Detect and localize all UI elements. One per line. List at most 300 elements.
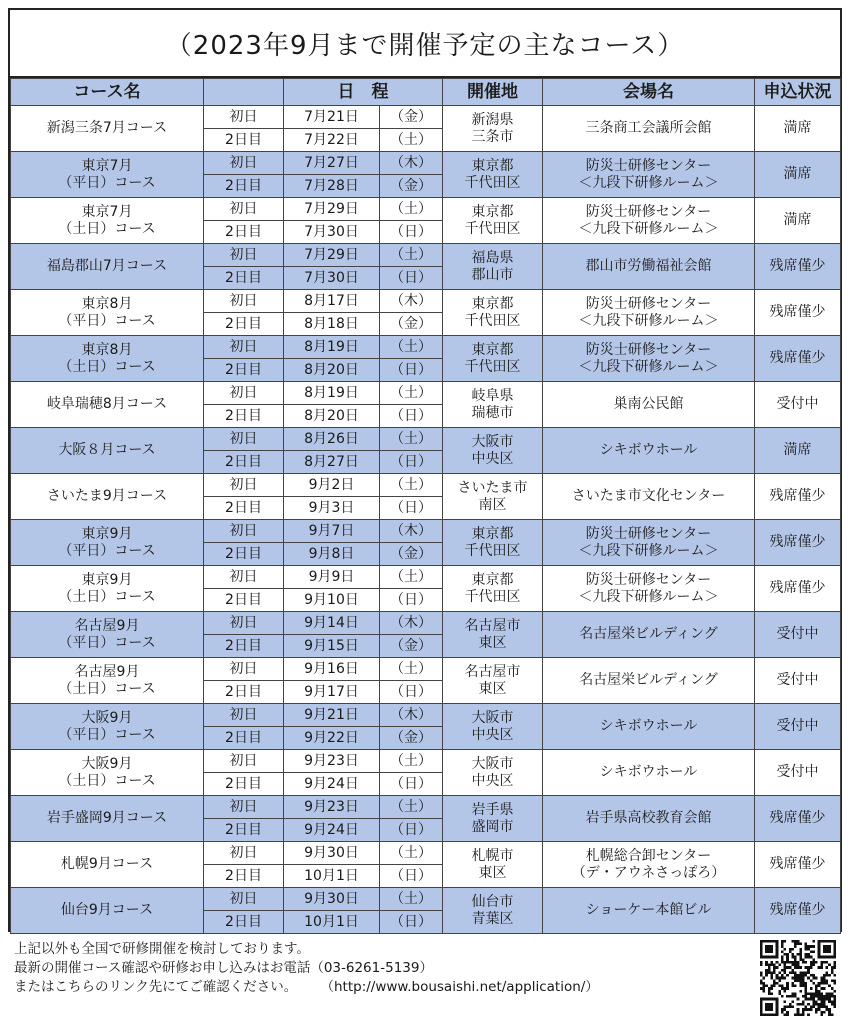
location-line: 新潟県	[471, 111, 514, 128]
course-name-line: （土日）コース	[58, 680, 156, 697]
location-line: 瑞穂市	[471, 404, 514, 421]
date: 10月1日	[284, 865, 380, 888]
weekday: （日）	[380, 589, 443, 612]
venue	[543, 520, 755, 566]
day-label: 2日目	[204, 635, 284, 658]
location-line: 東区	[478, 634, 507, 651]
weekday: （木）	[380, 520, 443, 543]
location-line: 郡山市	[471, 266, 514, 283]
day-label: 初日	[204, 612, 284, 635]
weekday: （土）	[380, 336, 443, 359]
table-row	[11, 520, 841, 543]
date: 8月27日	[284, 451, 380, 474]
date: 9月9日	[284, 566, 380, 589]
day-label: 2日目	[204, 681, 284, 704]
venue	[543, 796, 755, 842]
status-badge: 受付中	[755, 612, 841, 658]
course-name	[11, 612, 204, 658]
location-line: 盛岡市	[471, 818, 514, 835]
footer-line-1: 上記以外も全国で研修開催を検討しております。	[14, 941, 310, 957]
weekday: （日）	[380, 221, 443, 244]
location	[443, 750, 543, 796]
course-name-line: さいたま9月コース	[46, 488, 168, 504]
course-name-line: 東京8月	[81, 341, 133, 358]
location-line: 岐阜県	[471, 387, 514, 404]
header-status: 申込状況	[755, 79, 841, 106]
course-name-line: 大阪８月コース	[58, 442, 156, 458]
date: 7月21日	[284, 106, 380, 129]
header-location: 開催地	[443, 79, 543, 106]
qr-code-icon[interactable]	[760, 940, 836, 1016]
day-label: 2日目	[204, 405, 284, 428]
weekday: （日）	[380, 681, 443, 704]
date: 9月10日	[284, 589, 380, 612]
location-line: 東京都	[471, 203, 514, 220]
course-name	[11, 244, 204, 290]
table-row	[11, 106, 841, 129]
location-line: 千代田区	[464, 312, 521, 329]
weekday: （日）	[380, 819, 443, 842]
venue-line: ショーケー本館ビル	[585, 902, 712, 918]
status-badge: 残席僅少	[755, 244, 841, 290]
date: 9月16日	[284, 658, 380, 681]
day-label: 2日目	[204, 129, 284, 152]
weekday: （木）	[380, 612, 443, 635]
day-label: 2日目	[204, 497, 284, 520]
course-name	[11, 152, 204, 198]
date: 7月30日	[284, 221, 380, 244]
date: 7月22日	[284, 129, 380, 152]
day-label: 2日目	[204, 175, 284, 198]
course-name-line: （平日）コース	[58, 312, 156, 329]
day-label: 2日目	[204, 359, 284, 382]
location-line: 千代田区	[464, 588, 521, 605]
header-day-label	[204, 79, 284, 106]
location-line: 仙台市	[471, 893, 514, 910]
location-line: 千代田区	[464, 174, 521, 191]
date: 8月19日	[284, 336, 380, 359]
venue	[543, 290, 755, 336]
status-badge: 受付中	[755, 750, 841, 796]
course-name-line: 東京8月	[81, 295, 133, 312]
venue	[543, 428, 755, 474]
weekday: （金）	[380, 543, 443, 566]
course-name-line: 岐阜瑞穂8月コース	[46, 396, 168, 412]
course-name	[11, 796, 204, 842]
weekday: （土）	[380, 888, 443, 911]
location	[443, 290, 543, 336]
date: 10月1日	[284, 911, 380, 934]
day-label: 2日目	[204, 451, 284, 474]
course-name-line: （平日）コース	[58, 174, 156, 191]
footer-line-3-text: またはこちらのリンク先にてご確認ください。	[14, 979, 298, 995]
day-label: 初日	[204, 152, 284, 175]
venue-line: ＜九段下研修ルーム＞	[578, 358, 719, 375]
location-line: 東京都	[471, 341, 514, 358]
location-line: 三条市	[471, 128, 514, 145]
date: 7月29日	[284, 244, 380, 267]
day-label: 初日	[204, 244, 284, 267]
venue-line: 防災士研修センター	[585, 295, 712, 312]
day-label: 2日目	[204, 543, 284, 566]
table-row	[11, 152, 841, 175]
day-label: 2日目	[204, 221, 284, 244]
weekday: （木）	[380, 152, 443, 175]
day-label: 初日	[204, 198, 284, 221]
weekday: （土）	[380, 428, 443, 451]
day-label: 2日目	[204, 267, 284, 290]
venue-line: ＜九段下研修ルーム＞	[578, 588, 719, 605]
day-label: 初日	[204, 888, 284, 911]
course-name-line: 大阪9月	[81, 755, 133, 772]
course-name	[11, 428, 204, 474]
date: 8月19日	[284, 382, 380, 405]
course-name-line: 福島郡山7月コース	[46, 258, 168, 274]
venue-line: ＜九段下研修ルーム＞	[578, 174, 719, 191]
date: 9月24日	[284, 773, 380, 796]
course-name-line: （土日）コース	[58, 220, 156, 237]
day-label: 2日目	[204, 773, 284, 796]
location	[443, 796, 543, 842]
day-label: 初日	[204, 428, 284, 451]
date: 9月15日	[284, 635, 380, 658]
weekday: （金）	[380, 635, 443, 658]
weekday: （土）	[380, 198, 443, 221]
weekday: （土）	[380, 474, 443, 497]
location-line: 東京都	[471, 571, 514, 588]
venue-line: 名古屋栄ビルディング	[579, 672, 718, 688]
course-name	[11, 658, 204, 704]
venue	[543, 474, 755, 520]
table-row	[11, 704, 841, 727]
location	[443, 888, 543, 934]
location-line: 大阪市	[471, 433, 514, 450]
footer-line-3	[14, 978, 599, 997]
day-label: 2日目	[204, 727, 284, 750]
table-row	[11, 428, 841, 451]
venue-line: 三条商工会議所会館	[585, 120, 712, 136]
course-name-line: 新潟三条7月コース	[46, 120, 168, 136]
day-label: 初日	[204, 520, 284, 543]
table-row	[11, 750, 841, 773]
venue-line: 岩手県高校教育会館	[585, 810, 712, 826]
table-row	[11, 290, 841, 313]
weekday: （土）	[380, 566, 443, 589]
status-badge: 残席僅少	[755, 888, 841, 934]
venue-line: 巣南公民館	[613, 396, 684, 412]
date: 9月17日	[284, 681, 380, 704]
table-row	[11, 658, 841, 681]
status-badge: 残席僅少	[755, 520, 841, 566]
header-course: コース名	[11, 79, 204, 106]
status-badge: 残席僅少	[755, 290, 841, 336]
venue	[543, 566, 755, 612]
day-label: 初日	[204, 474, 284, 497]
status-badge: 満席	[755, 152, 841, 198]
course-name-line: 岩手盛岡9月コース	[46, 810, 168, 826]
location-line: 大阪市	[471, 709, 514, 726]
course-name-line: 名古屋9月	[74, 617, 140, 634]
course-name-line: （平日）コース	[58, 634, 156, 651]
footer-notes	[14, 940, 599, 997]
weekday: （日）	[380, 497, 443, 520]
course-name-line: （土日）コース	[58, 588, 156, 605]
day-label: 初日	[204, 382, 284, 405]
date: 9月23日	[284, 750, 380, 773]
venue	[543, 152, 755, 198]
course-name	[11, 842, 204, 888]
table-row	[11, 842, 841, 865]
course-name-line: 東京9月	[81, 525, 133, 542]
course-name	[11, 750, 204, 796]
weekday: （日）	[380, 865, 443, 888]
venue	[543, 198, 755, 244]
location-line: さいたま市	[457, 479, 528, 496]
weekday: （金）	[380, 175, 443, 198]
location-line: 中央区	[471, 726, 514, 743]
location	[443, 704, 543, 750]
status-badge: 満席	[755, 198, 841, 244]
date: 9月23日	[284, 796, 380, 819]
day-label: 初日	[204, 796, 284, 819]
weekday: （金）	[380, 727, 443, 750]
table-row	[11, 888, 841, 911]
weekday: （日）	[380, 451, 443, 474]
table-row	[11, 382, 841, 405]
course-name-line: （土日）コース	[58, 772, 156, 789]
location-line: 岩手県	[471, 801, 514, 818]
status-badge: 残席僅少	[755, 566, 841, 612]
day-label: 2日目	[204, 313, 284, 336]
footer-line-2: 最新の開催コース確認や研修お申し込みはお電話（03-6261-5139）	[14, 960, 433, 976]
location	[443, 152, 543, 198]
weekday: （土）	[380, 658, 443, 681]
date: 7月27日	[284, 152, 380, 175]
status-badge: 残席僅少	[755, 796, 841, 842]
location	[443, 428, 543, 474]
status-badge: 満席	[755, 428, 841, 474]
venue	[543, 382, 755, 428]
table-row	[11, 612, 841, 635]
location	[443, 658, 543, 704]
date: 7月28日	[284, 175, 380, 198]
page-title: （2023年9月まで開催予定の主なコース）	[10, 10, 840, 78]
status-badge: 満席	[755, 106, 841, 152]
venue	[543, 336, 755, 382]
application-link[interactable]: （http://www.bousaishi.net/application/）	[327, 979, 599, 995]
location	[443, 244, 543, 290]
venue-line: シキボウホール	[599, 718, 698, 734]
date: 9月22日	[284, 727, 380, 750]
location-line: 中央区	[471, 450, 514, 467]
venue-line: 郡山市労働福祉会館	[585, 258, 712, 274]
day-label: 初日	[204, 842, 284, 865]
location-line: 東京都	[471, 157, 514, 174]
course-name	[11, 888, 204, 934]
location	[443, 520, 543, 566]
location	[443, 382, 543, 428]
date: 8月17日	[284, 290, 380, 313]
table-row	[11, 474, 841, 497]
date: 7月29日	[284, 198, 380, 221]
day-label: 初日	[204, 658, 284, 681]
location-line: 千代田区	[464, 542, 521, 559]
day-label: 初日	[204, 336, 284, 359]
venue-line: 防災士研修センター	[585, 525, 712, 542]
day-label: 2日目	[204, 819, 284, 842]
table-header-row	[11, 79, 841, 106]
day-label: 2日目	[204, 865, 284, 888]
course-name	[11, 704, 204, 750]
table-row	[11, 244, 841, 267]
location-line: 千代田区	[464, 358, 521, 375]
location-line: 札幌市	[471, 847, 514, 864]
venue-line: 防災士研修センター	[585, 571, 712, 588]
location	[443, 474, 543, 520]
weekday: （日）	[380, 773, 443, 796]
location-line: 中央区	[471, 772, 514, 789]
venue	[543, 612, 755, 658]
weekday: （木）	[380, 704, 443, 727]
status-badge: 受付中	[755, 704, 841, 750]
course-name-line: 名古屋9月	[74, 663, 140, 680]
venue-line: ＜九段下研修ルーム＞	[578, 312, 719, 329]
table-row	[11, 198, 841, 221]
location	[443, 336, 543, 382]
schedule-frame	[8, 8, 842, 932]
weekday: （土）	[380, 796, 443, 819]
weekday: （土）	[380, 842, 443, 865]
location	[443, 842, 543, 888]
venue	[543, 106, 755, 152]
course-name	[11, 198, 204, 244]
weekday: （金）	[380, 313, 443, 336]
date: 9月7日	[284, 520, 380, 543]
venue	[543, 888, 755, 934]
weekday: （日）	[380, 359, 443, 382]
venue-line: シキボウホール	[599, 442, 698, 458]
venue-line: 防災士研修センター	[585, 203, 712, 220]
venue-line: ＜九段下研修ルーム＞	[578, 542, 719, 559]
location-line: 名古屋市	[464, 617, 521, 634]
location-line: 福島県	[471, 249, 514, 266]
table-row	[11, 336, 841, 359]
date: 8月26日	[284, 428, 380, 451]
day-label: 2日目	[204, 911, 284, 934]
date: 8月18日	[284, 313, 380, 336]
day-label: 2日目	[204, 589, 284, 612]
table-row	[11, 566, 841, 589]
location-line: 千代田区	[464, 220, 521, 237]
location-line: 東京都	[471, 295, 514, 312]
weekday: （土）	[380, 244, 443, 267]
day-label: 初日	[204, 106, 284, 129]
course-name-line: 東京7月	[81, 157, 133, 174]
location-line: 東京都	[471, 525, 514, 542]
status-badge: 残席僅少	[755, 842, 841, 888]
date: 9月2日	[284, 474, 380, 497]
venue-line: 名古屋栄ビルディング	[579, 626, 718, 642]
weekday: （日）	[380, 911, 443, 934]
course-name	[11, 336, 204, 382]
table-body	[11, 106, 841, 934]
location-line: 大阪市	[471, 755, 514, 772]
day-label: 初日	[204, 566, 284, 589]
date: 9月30日	[284, 888, 380, 911]
date: 9月14日	[284, 612, 380, 635]
weekday: （土）	[380, 129, 443, 152]
weekday: （金）	[380, 106, 443, 129]
table-row	[11, 796, 841, 819]
venue	[543, 704, 755, 750]
course-name	[11, 106, 204, 152]
status-badge: 残席僅少	[755, 336, 841, 382]
date: 8月20日	[284, 405, 380, 428]
venue-line: さいたま市文化センター	[571, 488, 726, 504]
date: 9月21日	[284, 704, 380, 727]
venue-line: 防災士研修センター	[585, 157, 712, 174]
date: 9月3日	[284, 497, 380, 520]
location	[443, 198, 543, 244]
location-line: 東区	[478, 864, 507, 881]
header-venue: 会場名	[543, 79, 755, 106]
status-badge: 受付中	[755, 658, 841, 704]
venue-line: 札幌総合卸センター	[585, 847, 712, 864]
course-name-line: 東京9月	[81, 571, 133, 588]
weekday: （日）	[380, 267, 443, 290]
course-name	[11, 382, 204, 428]
location-line: 名古屋市	[464, 663, 521, 680]
course-name-line: 東京7月	[81, 203, 133, 220]
course-name	[11, 566, 204, 612]
course-schedule-table	[10, 78, 841, 934]
location	[443, 612, 543, 658]
course-name-line: （平日）コース	[58, 726, 156, 743]
course-name	[11, 290, 204, 336]
venue-line: （デ・アウネさっぽろ）	[571, 864, 726, 881]
course-name-line: （土日）コース	[58, 358, 156, 375]
weekday: （土）	[380, 382, 443, 405]
date: 8月20日	[284, 359, 380, 382]
course-name	[11, 474, 204, 520]
day-label: 初日	[204, 290, 284, 313]
date: 9月24日	[284, 819, 380, 842]
date: 9月8日	[284, 543, 380, 566]
location-line: 青葉区	[471, 910, 514, 927]
venue	[543, 658, 755, 704]
location	[443, 106, 543, 152]
course-name-line: （平日）コース	[58, 542, 156, 559]
venue	[543, 244, 755, 290]
course-name-line: 大阪9月	[81, 709, 133, 726]
course-name	[11, 520, 204, 566]
day-label: 初日	[204, 704, 284, 727]
venue	[543, 750, 755, 796]
venue-line: 防災士研修センター	[585, 341, 712, 358]
status-badge: 受付中	[755, 382, 841, 428]
weekday: （木）	[380, 290, 443, 313]
venue-line: ＜九段下研修ルーム＞	[578, 220, 719, 237]
header-schedule: 日 程	[284, 79, 443, 106]
day-label: 初日	[204, 750, 284, 773]
status-badge: 残席僅少	[755, 474, 841, 520]
weekday: （日）	[380, 405, 443, 428]
location-line: 南区	[478, 496, 507, 513]
location	[443, 566, 543, 612]
weekday: （土）	[380, 750, 443, 773]
location-line: 東区	[478, 680, 507, 697]
course-name-line: 札幌9月コース	[60, 856, 154, 872]
